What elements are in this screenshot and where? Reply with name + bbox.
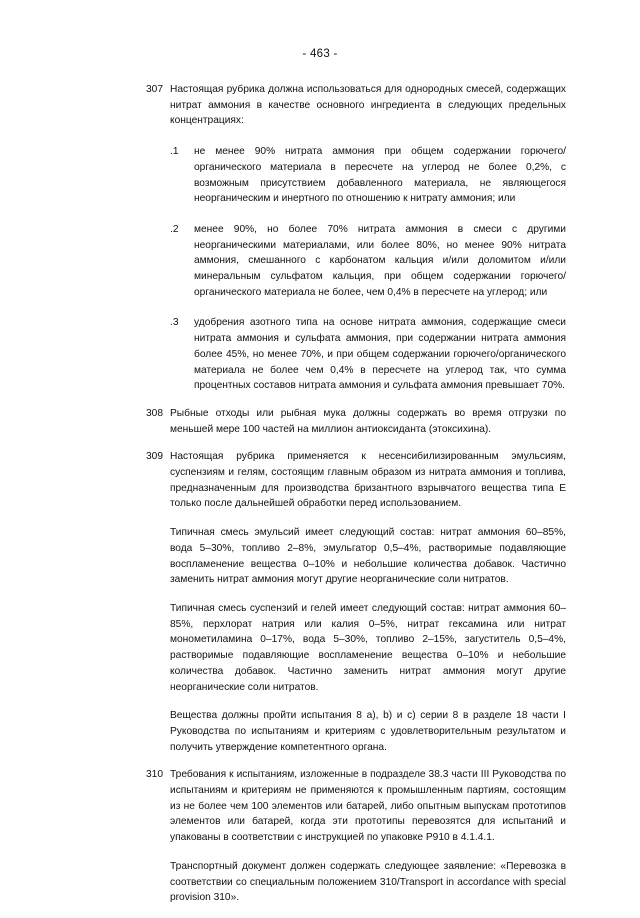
provision-307 [146, 82, 566, 394]
provision-307-item-3 [170, 315, 566, 394]
item-number: .3 [170, 317, 179, 329]
provision-307-item-2 [170, 222, 566, 301]
provision-310-paragraph: Требования к испытаниям, изложенные в подразделе 38.3 части III Руководства по испытаниям и критериям не применяются к промышленным партиям, состоящим из не более чем 100 элементов или батарей, либо опытным выпускам прототипов элементов или батарей, когда эти прототипы перевозятся для испытаний и упакованы в соответствии с инструкцией по упаковке P910 в 4.1.4.1. [170, 769, 566, 844]
provision-309-paragraph: Типичная смесь суспензий и гелей имеет следующий состав: нитрат аммония 60–85%, перхлорат натрия или калия 0–5%, нитрат гексамина или нитрат монометиламина 0–17%, вода 5–30%, топливо 2–15%, загуститель 0,5–4%, растворимые подавляющие воспламенение вещества 0–10% и небольшие количества добавок. Частично заменить нитрат аммония могут другие неорганические соли нитратов. [170, 602, 566, 693]
provision-309-paragraph: Типичная смесь эмульсий имеет следующий состав: нитрат аммония 60–85%, вода 5–30%, топливо 2–8%, эмульгатор 0,5–4%, растворимые подавляющие воспламенение вещества 0–10% и небольшие количества добавок. Частично заменить нитрат аммония могут другие неорганические соли нитратов. [170, 527, 566, 586]
provision-308-text: Рыбные отходы или рыбная мука должны содержать во время отгрузки по меньшей мере 100 частей на миллион антиоксиданта (этоксихина). [170, 407, 566, 435]
item-text: менее 90%, но более 70% нитрата аммония в смеси с другими неорганическими материалами, или более 80%, но менее 90% нитрата аммония, смешанного с карбонатом кальция и/или доломитом и/или минеральным сульфатом кальция, при общем содержании горючего/органического материала не более, чем 0,4% в пересчете на углерод; или [194, 223, 566, 298]
provision-309 [146, 449, 566, 755]
provision-309-paragraph: Настоящая рубрика применяется к несенсибилизированным эмульсиям, суспензиям и гелям, состоящим главным образом из нитрата аммония и топлива, предназначенным для производства бризантного взрывчатого вещества типа E только после дальнейшей обработки перед использованием. [170, 451, 566, 510]
provision-307-item-1 [170, 144, 566, 207]
provision-number: 309 [146, 451, 163, 463]
provision-308 [146, 406, 566, 437]
provision-310 [146, 767, 566, 906]
item-text: удобрения азотного типа на основе нитрата аммония, содержащие смеси нитрата аммония и сульфата аммония, при содержании нитрата аммония более 45%, но менее 70%, и при общем содержании горючего/органического материала не более чем 0,4% в пересчете на углерод так, что сумма процентных составов нитрата аммония и сульфата аммония превышает 70%. [194, 317, 566, 392]
provision-number: 308 [146, 407, 163, 419]
item-number: .2 [170, 223, 179, 235]
page-number: - 463 - [302, 48, 338, 60]
provision-310-paragraph: Транспортный документ должен содержать следующее заявление: «Перевозка в соответствии со специальным положением 310/Transport in accordance with special provision 310». [170, 860, 566, 904]
item-text: не менее 90% нитрата аммония при общем содержании горючего/органического материала в пересчете на углерод не более 0,2%, с возможным присутствием добавленного материала, не являющегося неорганическим и инертного по отношению к нитрату аммония; или [194, 146, 566, 205]
provision-309-paragraph: Вещества должны пройти испытания 8 a), b) и c) серии 8 в разделе 18 части I Руководства по испытаниям и критериям с удовлетворительным результатом и получить утверждение компетентного органа. [170, 710, 566, 753]
provision-307-intro: Настоящая рубрика должна использоваться для однородных смесей, содержащих нитрат аммония в качестве основного ингредиента в следующих предельных концентрациях: [170, 84, 566, 127]
provision-number: 310 [146, 769, 163, 781]
special-provisions-text [146, 82, 566, 918]
item-number: .1 [170, 146, 179, 158]
provision-number: 307 [146, 84, 163, 95]
